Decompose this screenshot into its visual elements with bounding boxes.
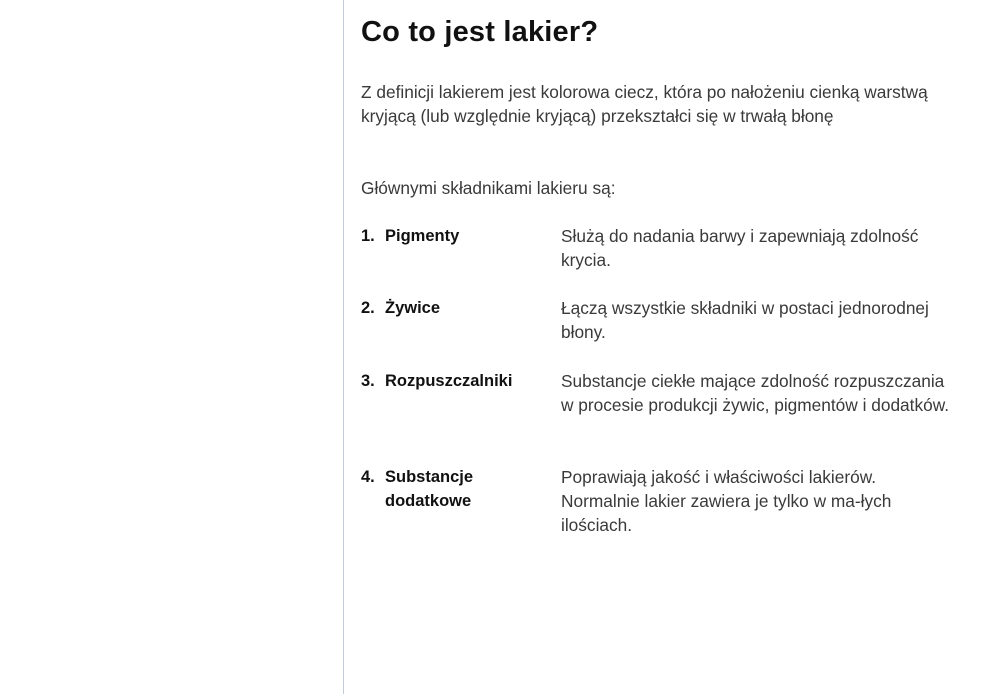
component-name: Żywice	[385, 299, 441, 317]
component-label	[361, 224, 551, 248]
margin-rule	[343, 0, 344, 694]
component-description: Łączą wszystkie składniki w postaci jednorodnej błony.	[561, 298, 929, 342]
component-name: Substancje dodatkowe	[385, 468, 474, 510]
component-description: Służą do nadania barwy i zapewniają zdolność krycia.	[561, 226, 919, 270]
intro-paragraph: Z definicji lakierem jest kolorowa ciecz, która po nałożeniu cienką warstwą kryjącą (lub względnie kryjącą) przekształci się w trwałą błonę	[361, 82, 928, 126]
component-description: Substancje ciekłe mające zdolność rozpuszczania w procesie produkcji żywic, pigmentów i dodatków.	[561, 371, 950, 415]
component-label	[361, 369, 551, 393]
component-number: 1.	[361, 227, 375, 245]
component-number: 4.	[361, 468, 375, 486]
component-name: Pigmenty	[385, 227, 460, 245]
component-description: Poprawiają jakość i właściwości lakierów. Normalnie lakier zawiera je tylko w ma-łych ilościach.	[561, 467, 892, 535]
components-lead: Głównymi składnikami lakieru są:	[361, 178, 616, 198]
component-name: Rozpuszczalniki	[385, 372, 513, 390]
component-number: 2.	[361, 299, 375, 317]
component-label	[361, 296, 551, 320]
component-label	[361, 465, 551, 513]
page-title: Co to jest lakier?	[361, 16, 599, 48]
component-number: 3.	[361, 372, 375, 390]
